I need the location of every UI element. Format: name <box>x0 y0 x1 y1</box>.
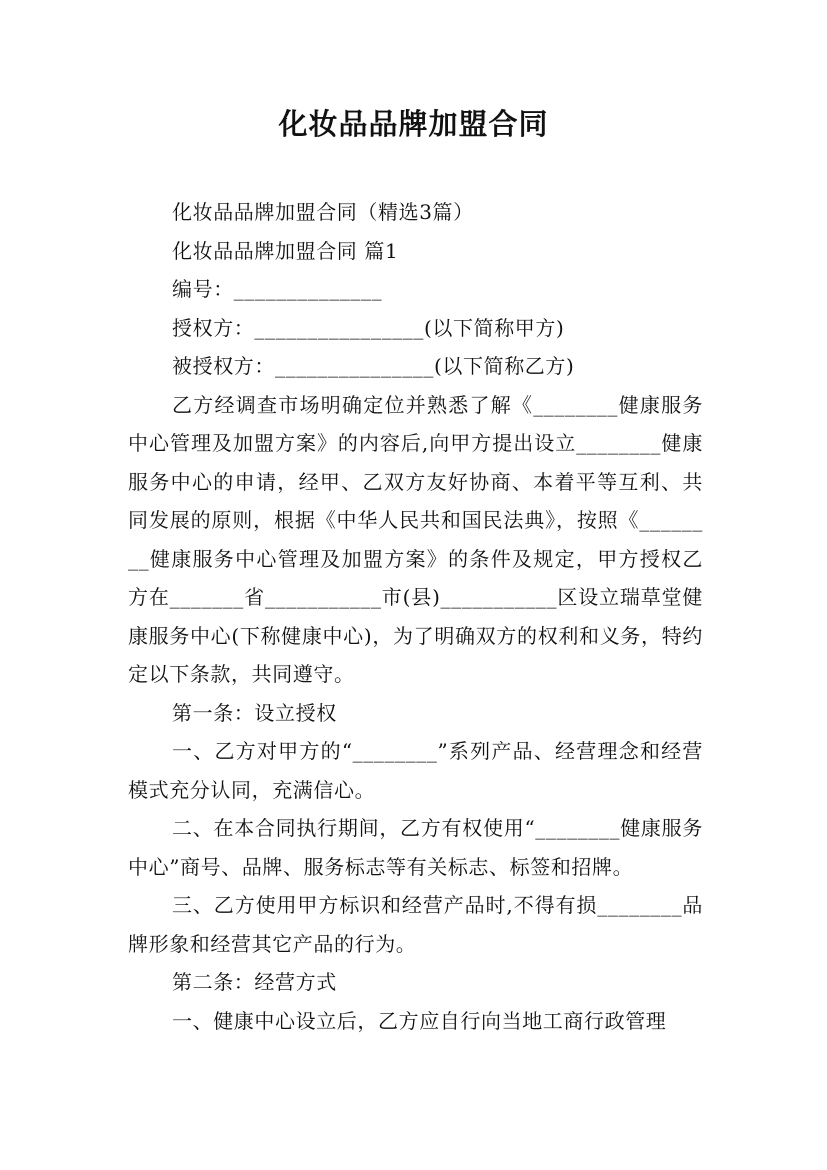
document-body <box>128 193 703 1040</box>
licensee-line: 被授权方：_______________(以下简称乙方) <box>172 354 575 378</box>
article-paragraph: 一、健康中心设立后，乙方应自行向当地工商行政管理 <box>172 1008 667 1033</box>
document-title: 化妆品品牌加盟合同 <box>278 107 549 141</box>
contract-number-line: 编号：______________ <box>172 277 383 301</box>
article-heading: 第二条：经营方式 <box>172 970 337 994</box>
article-heading: 第一条：设立授权 <box>172 700 337 725</box>
preamble-paragraph: 乙方经调查市场明确定位并熟悉了解《________健康服务中心管理及加盟方案》的内容后,向甲方提出设立________健康服务中心的申请，经甲、乙双方友好协商、本着平等互利、共同发展的原则，根据《中华人民共和国民法典》，按照《________健康服务中心管理及加盟方案》的条件及规定，甲方授权乙方在_______省___________市(县)___________区设立瑞草堂健康服务中心(下称健康中心)，为了明确双方的权利和义务，特约定以下条款，共同遵守。 <box>128 392 703 686</box>
section-heading: 化妆品品牌加盟合同 篇1 <box>172 238 399 263</box>
licensor-line: 授权方：________________(以下简称甲方) <box>172 315 565 340</box>
subtitle-paragraph: 化妆品品牌加盟合同（精选3篇） <box>172 200 474 224</box>
article-paragraph: 二、在本合同执行期间，乙方有权使用“________健康服务中心”商号、品牌、服务标志等有关标志、标签和招牌。 <box>128 816 703 879</box>
article-paragraph: 一、乙方对甲方的“________”系列产品、经营理念和经营模式充分认同，充满信心。 <box>128 739 703 802</box>
article-paragraph: 三、乙方使用甲方标识和经营产品时,不得有损________品牌形象和经营其它产品的行为。 <box>128 893 703 956</box>
